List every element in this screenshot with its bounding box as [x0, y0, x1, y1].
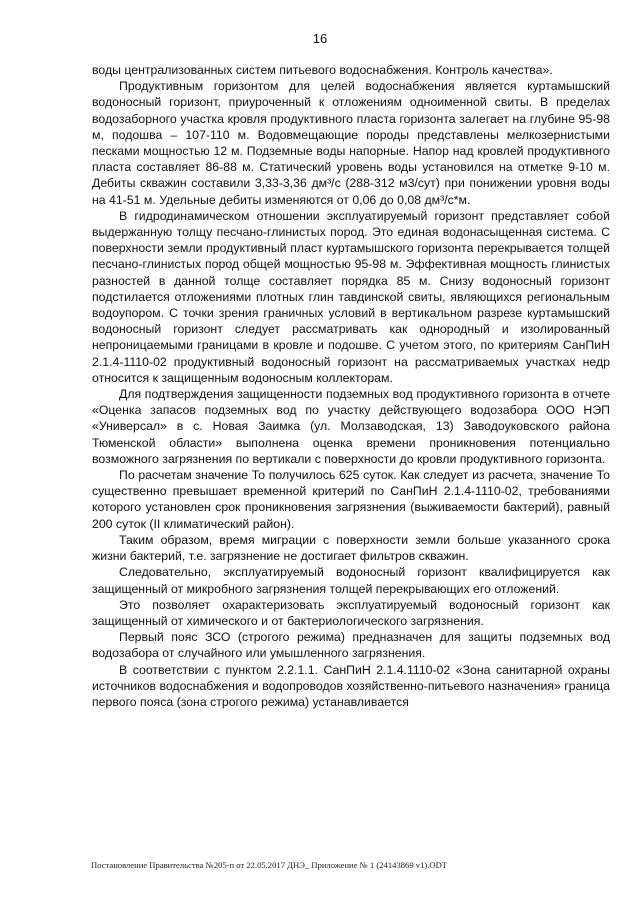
paragraph-hydrodynamics: В гидродинамическом отношении эксплуатируемый горизонт представляет собой выдержанную толщу песчано-глинистых пород. Это единая водонасыщенная система. С поверхности земли продуктивный пласт куртамышского горизонта перекрывается толщей песчано-глинистых пород общей мощностью 95-98 м. Эффективная мощность глинистых разностей в данной толще составляет порядка 85 м. Снизу водоносный горизонт подстилается отложениями плотных глин тавдинской свиты, являющихся региональным водоупором. С точки зрения граничных условий в вертикальном разрезе куртамышский водоносный горизонт следует рассматривать как однородный и изолированный непроницаемыми границами в кровле и подошве. С учетом этого, по критериям СанПиН 2.1.4-1110-02 продуктивный водоносный горизонт на рассматриваемых участках недр относится к защищенным водоносным коллекторам. [92, 208, 610, 385]
paragraph-sanpin-clause: В соответствии с пунктом 2.2.1.1. СанПиН 2.1.4.1110-02 «Зона санитарной охраны источников водоснабжения и водопроводов хозяйственно-питьевого назначения» граница первого пояса (зона строгого режима) устанавливается [92, 662, 610, 709]
paragraph-calculation: По расчетам значение То получилось 625 суток. Как следует из расчета, значение То существенно превышает временной критерий по СанПиН 2.1.4-1110-02, требованиями которого установлен срок проникновения загрязнения (выживаемости бактерий), равный 200 суток (II климатический район). [92, 468, 610, 531]
paragraph-characterization: Это позволяет охарактеризовать эксплуатируемый водоносный горизонт как защищенный от химического и от бактериологического загрязнения. [92, 597, 610, 628]
paragraph-migration-time: Таким образом, время миграции с поверхности земли больше указанного срока жизни бактерий, т.е. загрязнение не достигает фильтров скважин. [92, 532, 610, 564]
document-footer: Постановление Правительства №205-п от 22.05.2017 ДНЭ_ Приложение № 1 (24143869 v1).ODT [91, 860, 448, 870]
paragraph-protection-assessment: Для подтверждения защищенности подземных вод продуктивного горизонта в отчете «Оценка запасов подземных вод по участку действующего водозабора ООО НЭП «Универсал» в с. Новая Заимка (ул. Молзаводская, 13) Заводоуковского района Тюменской области» выполнена оценка времени проникновения потенциально возможного загрязнения по вертикали с поверхности до кровли продуктивного горизонта. [92, 387, 610, 466]
document-body [92, 62, 610, 710]
paragraph-first-zone: Первый пояс ЗСО (строгого режима) предназначен для защиты подземных вод водозабора от случайного или умышленного загрязнения. [92, 630, 610, 661]
page-number: 16 [312, 31, 328, 46]
paragraph-conclusion: Следовательно, эксплуатируемый водоносный горизонт квалифицируется как защищенный от микробного загрязнения толщей перекрывающих его отложений. [92, 565, 610, 596]
paragraph-productive-horizon: Продуктивным горизонтом для целей водоснабжения является куртамышский водоносный горизонт, приуроченный к отложениям одноименной свиты. В пределах водозаборного участка кровля продуктивного пласта горизонта залегает на глубине 95-98 м, подошва – 107-110 м. Водовмещающие породы представлены мелкозернистыми песками мощностью 12 м. Подземные воды напорные. Напор над кровлей продуктивного пласта составляет 86-88 м. Статический уровень воды установился на отметке 9-10 м. Дебиты скважин составили 3,33-3,36 дм³/с (288-312 м3/сут) при понижении уровня воды на 41-51 м. Удельные дебиты изменяются от 0,06 до 0,08 дм³/с*м. [92, 79, 610, 207]
paragraph-continuation: воды централизованных систем питьевого водоснабжения. Контроль качества». [92, 63, 553, 77]
